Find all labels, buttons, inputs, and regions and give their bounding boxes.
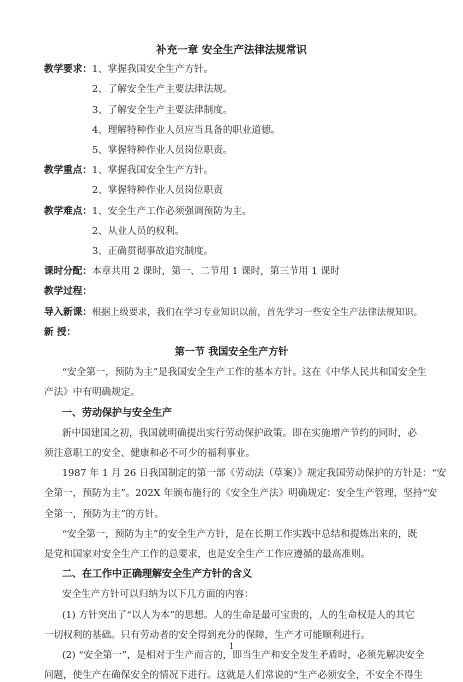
paragraph-line: 是党和国家对安全生产工作的总要求，也是安全生产工作应遵循的最高准则。 <box>44 549 371 560</box>
requirement-item: 3、了解安全生产主要法律制度。 <box>92 104 233 116</box>
key-point-item: 2、掌握特种作业人员岗位职责 <box>92 185 223 197</box>
section-title: 第一节 我国安全生产方针 <box>174 347 289 358</box>
paragraph-line: “安全第一，预防为主”是我国安全生产工作的基本方针。这在《中华人民共和国安全生 <box>62 367 427 379</box>
paragraph-line: 产法》中有明确规定。 <box>44 387 140 399</box>
difficulty-item: 1、安全生产工作必须强调预防为主。 <box>92 205 252 217</box>
difficulty-item: 2、从业人员的权利。 <box>92 225 185 237</box>
section-heading: 一、劳动保护与安全生产 <box>62 407 172 419</box>
schedule-label: 课时分配： <box>44 266 92 278</box>
key-points-label: 教学重点： <box>44 165 92 177</box>
paragraph-line: 问题，使生产在确保安全的情况下进行。这就是人们常说的“生产必须安全，不安全不得生 <box>44 670 424 682</box>
section-heading: 二、在工作中正确理解安全生产方针的含义 <box>62 569 252 581</box>
paragraph-line: 全第一，预防为主”的方针。 <box>44 508 165 520</box>
schedule-text: 本章共用 2 课时，第一、二节用 1 课时，第三节用 1 课时 <box>92 266 340 278</box>
key-point-item: 1、掌握我国安全生产方针。 <box>92 165 214 177</box>
requirement-item: 2、了解安全生产主要法律法规。 <box>92 84 233 96</box>
paragraph-line: 1987 年 1 月 26 日我国制定的第一部《劳动法（草案）》规定我国劳动保护的方针是：“安 <box>62 468 447 480</box>
difficulties-label: 教学难点： <box>44 205 92 217</box>
paragraph-line: 新中国建国之初，我国就明确提出实行劳动保护政策。即在实施增产节约的同时，必 <box>62 427 417 439</box>
paragraph-line: (1) 方针突出了“以人为本”的思想。人的生命是最可宝贵的，人的生命权是人的其它 <box>62 609 415 621</box>
new-lesson-label: 新 授： <box>44 326 77 338</box>
requirement-item: 4、理解特种作业人员应当具备的职业道德。 <box>92 124 281 136</box>
intro-label: 导入新课： <box>44 306 92 318</box>
page-number: 1 <box>228 642 235 651</box>
intro-text: 根据上级要求，我们在学习专业知识以前，首先学习一些安全生产法律法规知识。 <box>92 306 423 318</box>
paragraph-line: 须注意职工的安全、健康和必不可少的福利事业。 <box>44 448 256 459</box>
paragraph-line: 全第一，预防为主”。202X 年颁布施行的《安全生产法》明确规定：安全生产管理，坚持“安 <box>44 488 437 500</box>
requirement-item: 1、掌握我国安全生产方针。 <box>92 64 214 76</box>
paragraph-line: 安全生产方针可以归纳为以下几方面的内容： <box>62 589 254 601</box>
paragraph-line: “安全第一，预防为主”的安全生产方针，是在长期工作实践中总结和提炼出来的，既 <box>62 528 418 540</box>
teaching-requirements-label: 教学要求： <box>44 64 92 76</box>
paragraph-line: 一切权利的基础。只有劳动者的安全得到充分的保障，生产才可能顺利进行。 <box>44 629 371 641</box>
chapter-title: 补充一章 安全生产法律法规常识 <box>156 44 307 56</box>
process-label: 教学过程： <box>44 286 92 298</box>
difficulty-item: 3、正确贯彻事故追究制度。 <box>92 246 214 257</box>
requirement-item: 5、掌握特种作业人员岗位职责。 <box>92 145 233 156</box>
paragraph-line: (2) “安全第一”，是相对于生产而言的，即当生产和安全发生矛盾时，必须先解决安全 <box>62 650 425 661</box>
